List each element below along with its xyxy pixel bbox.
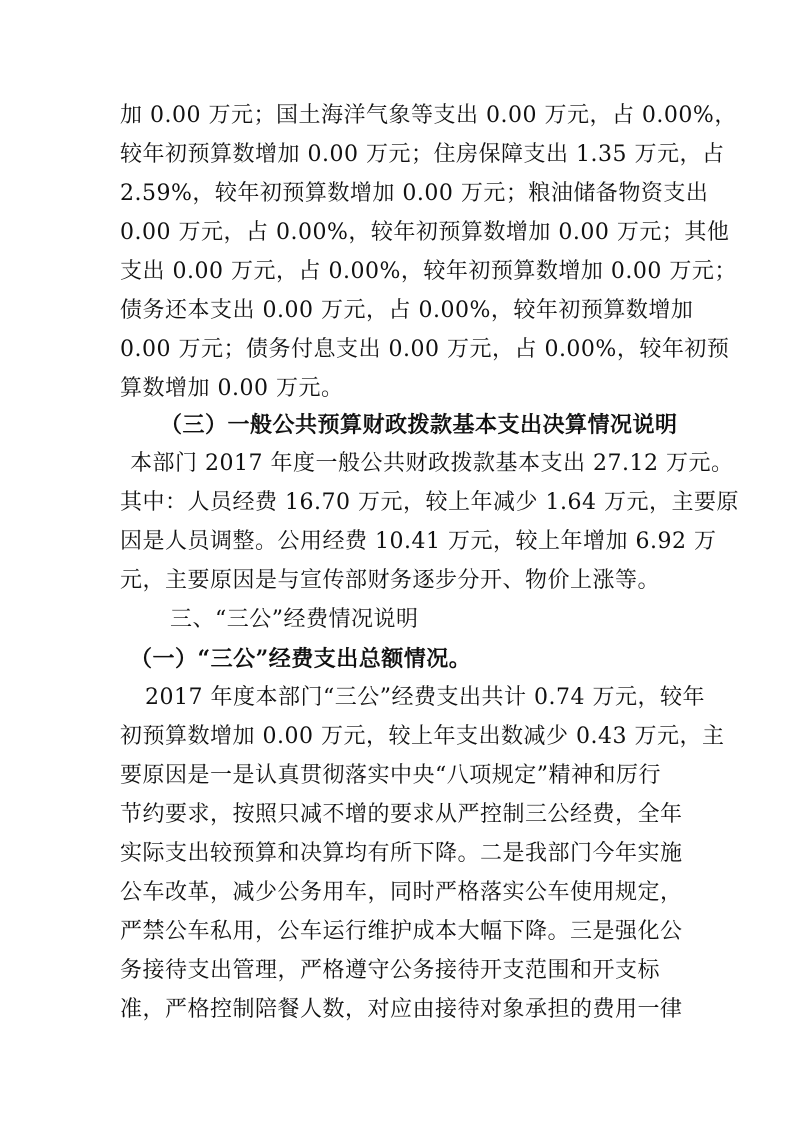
text-line: 因是人员调整。公用经费 10.41 万元，较上年增加 6.92 万 (120, 529, 717, 554)
text-line: 初预算数增加 0.00 万元，较上年支出数减少 0.43 万元，主 (120, 724, 725, 749)
text-line: 其中：人员经费 16.70 万元，较上年减少 1.64 万元，主要原 (120, 490, 739, 515)
text-line: 2017 年度本部门“三公”经费支出共计 0.74 万元，较年 (145, 685, 705, 710)
text-line: 公车改革，减少公务用车，同时严格落实公车使用规定， (120, 880, 683, 905)
text-line: 准，严格控制陪餐人数，对应由接待对象承担的费用一律 (120, 997, 683, 1022)
text-line: 加 0.00 万元；国土海洋气象等支出 0.00 万元，占 0.00%， (120, 103, 737, 128)
text-line: 算数增加 0.00 万元。 (120, 376, 344, 401)
text-line: 实际支出较预算和决算均有所下降。二是我部门今年实施 (120, 841, 683, 866)
text-line: 本部门 2017 年度一般公共财政拨款基本支出 27.12 万元。 (130, 451, 734, 476)
section-heading: 三、“三公”经费情况说明 (170, 607, 419, 632)
subsection-heading: （一）“三公”经费支出总额情况。 (130, 646, 472, 672)
text-line: 较年初预算数增加 0.00 万元；住房保障支出 1.35 万元，占 (120, 142, 725, 167)
text-line: 2.59%，较年初预算数增加 0.00 万元；粮油储备物资支出 (120, 181, 709, 206)
text-line: 节约要求，按照只减不增的要求从严控制三公经费，全年 (120, 802, 683, 827)
text-line: 债务还本支出 0.00 万元，占 0.00%，较年初预算数增加 (120, 298, 694, 323)
text-line: 严禁公车私用，公车运行维护成本大幅下降。三是强化公 (120, 919, 683, 944)
text-line: 0.00 万元；债务付息支出 0.00 万元，占 0.00%，较年初预 (120, 337, 730, 362)
text-line: 要原因是一是认真贯彻落实中央“八项规定”精神和厉行 (120, 763, 661, 788)
section-heading: （三）一般公共预算财政拨款基本支出决算情况说明 (160, 412, 678, 438)
text-line: 0.00 万元，占 0.00%，较年初预算数增加 0.00 万元；其他 (120, 220, 730, 245)
text-line: 务接待支出管理，严格遵守公务接待开支范围和开支标 (120, 958, 661, 983)
text-line: 支出 0.00 万元，占 0.00%，较年初预算数增加 0.00 万元； (120, 259, 737, 284)
text-line: 元，主要原因是与宣传部财务逐步分开、物价上涨等。 (120, 568, 661, 593)
